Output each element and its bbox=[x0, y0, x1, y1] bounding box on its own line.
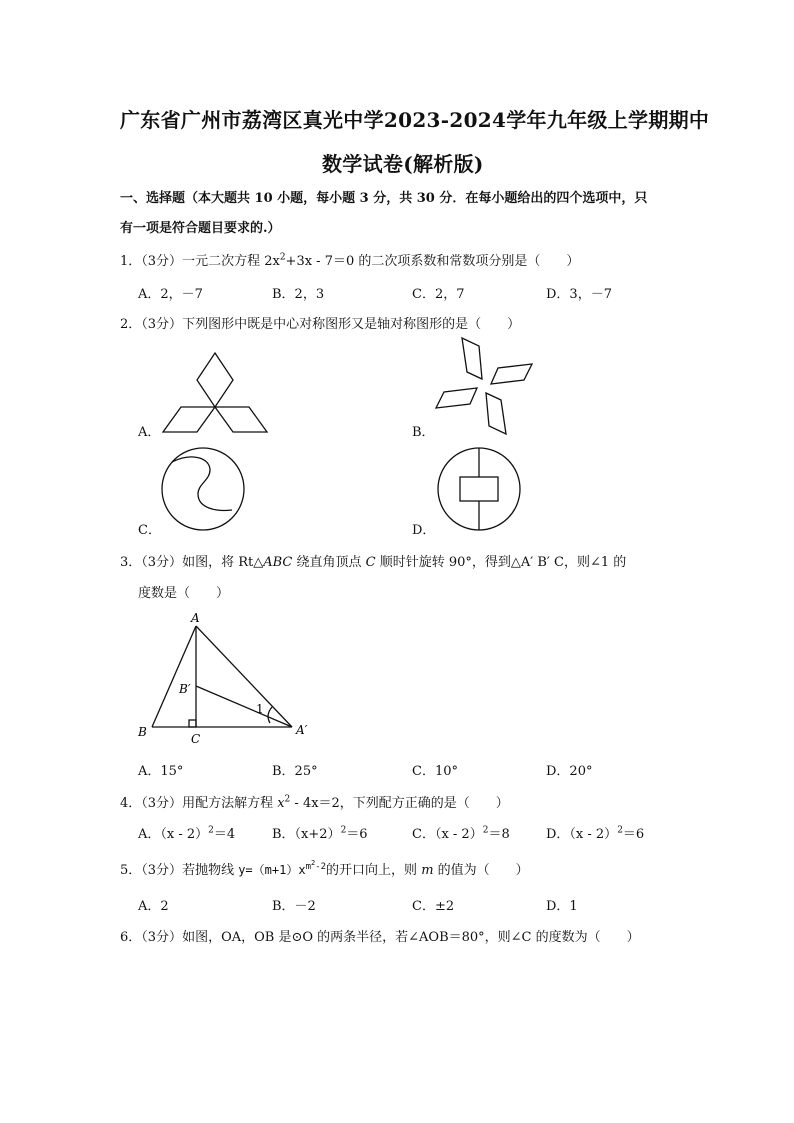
exponent: 2 bbox=[284, 794, 291, 805]
page-subtitle: 数学试卷(解析版) bbox=[322, 152, 484, 176]
question-number: 5． bbox=[120, 863, 142, 878]
question-3-cont: 度数是（ ） bbox=[138, 586, 230, 601]
question-score: （3分） bbox=[141, 555, 183, 570]
label-angle-1: 1 bbox=[256, 702, 264, 716]
q5-option-d: D．1 bbox=[546, 899, 578, 914]
label-a-prime: A′ bbox=[296, 723, 308, 737]
q4-option-c: C．（x - 2）$^2$＝8 bbox=[412, 825, 510, 842]
formula: y=（m+1）x bbox=[238, 863, 306, 877]
label-c: C bbox=[191, 732, 201, 746]
q2-option-a: A． bbox=[138, 425, 161, 440]
question-text-tail: 的值为（ ） bbox=[433, 863, 529, 878]
section-heading-cont: 有一项是符合题目要求的.） bbox=[120, 221, 281, 236]
exponent: 2 bbox=[617, 825, 623, 836]
q5-option-a: A．2 bbox=[138, 899, 169, 914]
question-text: 如图，OA，OB 是⊙O 的两条半径，若∠AOB＝80°，则∠C 的度数为（ ） bbox=[182, 930, 640, 945]
triangle-name: ABC bbox=[263, 555, 293, 570]
page-title: 广东省广州市荔湾区真光中学2023-2024学年九年级上学期期中 bbox=[120, 108, 710, 132]
question-text-tail: - 4x＝2，下列配方正确的是（ ） bbox=[290, 796, 509, 811]
question-score: （3分） bbox=[141, 863, 183, 878]
section-heading: 一、选择题（本大题共 10 小题，每小题 3 分，共 30 分．在每小题给出的四个选项中，只 bbox=[120, 191, 648, 206]
figure-pinwheel bbox=[434, 336, 534, 436]
question-number: 2． bbox=[120, 317, 142, 332]
q1-option-c: C．2，7 bbox=[412, 287, 465, 302]
q3-option-b: B．25° bbox=[272, 764, 318, 779]
question-number: 6． bbox=[120, 930, 142, 945]
label-a: A bbox=[191, 611, 200, 625]
question-1 bbox=[120, 250, 579, 269]
exponent: 2 bbox=[208, 825, 214, 836]
q5-option-c: C．±2 bbox=[412, 899, 455, 914]
question-text: 一元二次方程 2x bbox=[182, 254, 280, 269]
exponent: 2 bbox=[482, 825, 489, 836]
q2-option-b: B． bbox=[412, 425, 435, 440]
question-score: （3分） bbox=[141, 254, 183, 269]
question-text-mid: 绕直角顶点 bbox=[292, 555, 366, 570]
question-3 bbox=[120, 551, 626, 570]
vertex-name: C bbox=[365, 555, 376, 570]
variable-x: x bbox=[277, 796, 285, 811]
question-number: 3． bbox=[120, 555, 142, 570]
question-text-tail: +3x - 7＝0 的二次项系数和常数项分别是（ ） bbox=[285, 254, 580, 269]
question-number: 4． bbox=[120, 796, 142, 811]
q2-option-d: D． bbox=[412, 523, 436, 538]
label-b: B bbox=[138, 725, 147, 739]
q5-option-b: B．－2 bbox=[272, 899, 316, 914]
exponent: 2 bbox=[340, 825, 347, 836]
question-score: （3分） bbox=[141, 317, 183, 332]
q4-option-d: D．（x - 2）$^2$＝6 bbox=[546, 825, 645, 842]
label-b-prime: B′ bbox=[179, 682, 191, 696]
figure-coin bbox=[436, 446, 522, 532]
q2-option-c: C． bbox=[138, 523, 161, 538]
question-text-tail: 顺时针旋转 90°，得到△A′ B′ C，则∠1 的 bbox=[375, 555, 627, 570]
question-text-mid: 的开口向上，则 bbox=[326, 863, 422, 878]
q1-option-a: A．2，－7 bbox=[138, 287, 203, 302]
question-2 bbox=[120, 313, 520, 332]
q1-option-b: B．2，3 bbox=[272, 287, 325, 302]
figure-three-rhombi bbox=[160, 350, 270, 435]
q4-option-b: B．$(x+2)^2=6$ bbox=[272, 825, 368, 842]
question-score: （3分） bbox=[141, 930, 183, 945]
exponent: m2-2 bbox=[305, 858, 327, 872]
question-text: 下列图形中既是中心对称图形又是轴对称图形的是（ ） bbox=[182, 317, 521, 332]
question-number: 1． bbox=[120, 254, 142, 269]
q4-option-a: A．（x - 2）$^2$＝4 bbox=[138, 825, 236, 842]
q3-option-d: D．20° bbox=[546, 764, 593, 779]
figure-rotated-triangle bbox=[134, 610, 324, 750]
q1-option-d: D．3，－7 bbox=[546, 287, 612, 302]
figure-circle-s-curve bbox=[160, 446, 246, 532]
question-text: 若抛物线 bbox=[182, 863, 239, 878]
q3-option-a: A．15° bbox=[138, 764, 184, 779]
question-4 bbox=[120, 792, 509, 811]
question-5 bbox=[120, 859, 529, 878]
variable-m: m bbox=[421, 863, 434, 878]
question-text: 用配方法解方程 bbox=[182, 796, 278, 811]
question-text: 如图，将 Rt△ bbox=[182, 555, 264, 570]
exponent: 2 bbox=[279, 252, 286, 263]
question-6 bbox=[120, 926, 640, 945]
question-score: （3分） bbox=[141, 796, 183, 811]
q3-option-c: C．10° bbox=[412, 764, 458, 779]
